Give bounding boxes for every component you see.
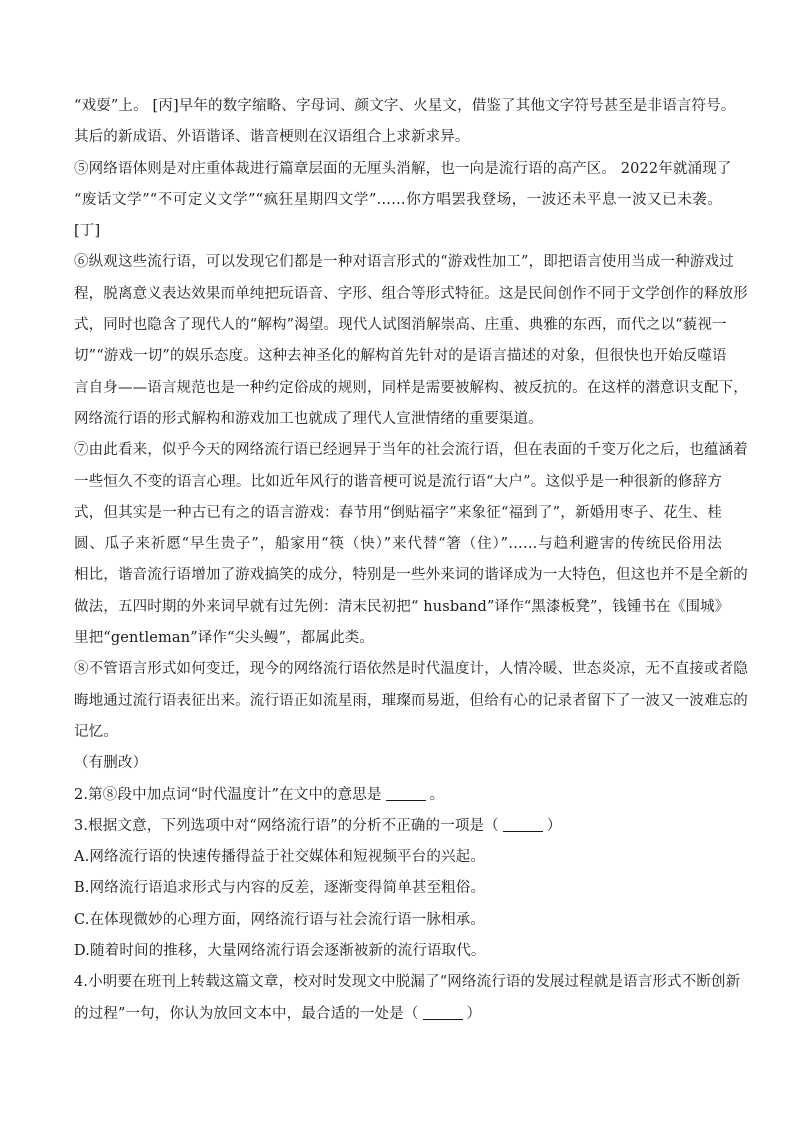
passage-line: 程，脱离意义表达效果而单纯把玩语音、字形、组合等形式特征。这是民间创作不同于文学创作的释放形 (74, 285, 748, 302)
passage-line: 式，同时也隐含了现代人的“解构”渴望。现代人试图消解崇高、庄重、典雅的东西，而代之以“藐视一 (74, 317, 727, 334)
option-a[interactable]: A.网络流行语的快速传播得益于社交媒体和短视频平台的兴起。 (74, 849, 485, 866)
passage-line: 晦地通过流行语表征出来。流行语正如流星雨，璀璨而易逝，但给有心的记录者留下了一波又一波难忘的 (74, 692, 748, 709)
question-4-text: 的过程”一句，你认为放回文本中，最合适的一处是（ (74, 1005, 419, 1022)
passage-line: 网络流行语的形式解构和游戏加工也就成了理代人宣泄情绪的重要渠道。 (74, 410, 543, 427)
question-4-end: ） (466, 1005, 482, 1022)
passage-line: 做法，五四时期的外来词早就有过先例：清末民初把“ husband”译作“黑漆板凳”，钱锺书在《围城》 (74, 598, 730, 615)
passage (74, 96, 748, 773)
question-2-end: 。 (429, 786, 445, 803)
passage-line: 里把“gentleman”译作“尖头鳗”，都属此类。 (74, 630, 375, 647)
answer-blank[interactable] (423, 1005, 463, 1020)
question-3 (74, 816, 722, 961)
passage-line: ⑥纵观这些流行语，可以发现它们都是一种对语言形式的“游戏性加工”，即把语言使用当成一种游戏过 (74, 254, 734, 271)
option-c[interactable]: C.在体现微妙的心理方面，网络流行语与社会流行语一脉相承。 (74, 911, 486, 928)
source-note: （有删改） (74, 755, 148, 772)
passage-line: 记忆。 (74, 723, 118, 740)
question-3-text: 3.根据文意，下列选项中对“网络流行语”的分析不正确的一项是（ (74, 817, 499, 834)
question-2 (74, 785, 722, 805)
passage-line: ⑧不管语言形式如何变迁，现今的网络流行语依然是时代温度计，人情冷暖、世态炎凉，无不直接或者隐 (74, 661, 748, 678)
passage-line: “废话文学”“不可定义文学”“疯狂星期四文学”……你方唱罢我登场，一波还未平息一波又已未袭。 (74, 191, 722, 208)
answer-blank[interactable] (503, 817, 543, 832)
question-3-end: ） (546, 817, 562, 834)
option-b[interactable]: B.网络流行语追求形式与内容的反差，逐渐变得简单甚至粗俗。 (74, 880, 486, 897)
passage-line: 言自身——语言规范也是一种约定俗成的规则，同样是需要被解构、被反抗的。在这样的潜意识支配下， (74, 379, 748, 396)
passage-line: 一些恒久不变的语言心理。比如近年风行的谐音梗可说是流行语“大户”。这似乎是一种很新的修辞方 (74, 473, 722, 490)
passage-line: ⑤网络语体则是对庄重体裁进行篇章层面的无厘头消解，也一向是流行语的高产区。 2022年就涌现了 (74, 160, 732, 177)
passage-line: 其后的新成语、外语谐译、谐音梗则在汉语组合上求新求异。 (74, 129, 470, 146)
document-page (74, 96, 748, 1035)
question-4 (74, 972, 741, 1023)
passage-line: 圆、瓜子来祈愿“早生贵子”，船家用“筷（快）”来代替“箸（住）”……与趋利避害的传统民俗用法 (74, 536, 722, 553)
option-d[interactable]: D.随着时间的推移，大量网络流行语会逐渐被新的流行语取代。 (74, 943, 486, 960)
question-4-stem-cont (74, 1004, 722, 1024)
question-3-stem (74, 816, 722, 836)
question-4-stem: 4.小明要在班刊上转载这篇文章，校对时发现文中脱漏了“网络流行语的发展过程就是语言形式不断创新 (74, 974, 741, 991)
passage-line: “戏耍”上。 [丙]早年的数字缩略、字母词、颜文字、火星文，借鉴了其他文字符号甚至是非语言符号。 (74, 98, 736, 114)
passage-line: ⑦由此看来，似乎今天的网络流行语已经迥异于当年的社会流行语，但在表面的千变万化之后，也蕴涵着 (74, 442, 748, 459)
passage-line: 式，但其实是一种古已有之的语言游戏：春节用“倒贴福字”来象征“福到了”，新婚用枣子、花生、桂 (74, 504, 722, 521)
answer-blank[interactable] (386, 786, 426, 801)
question-2-stem (74, 785, 722, 805)
passage-line: 切”“游戏一切”的娱乐态度。这种去神圣化的解构首先针对的是语言描述的对象，但很快也开始反噬语 (74, 348, 727, 365)
question-2-text: 2.第⑧段中加点词“时代温度计”在文中的意思是 (74, 786, 382, 803)
passage-line: [丁] (74, 223, 101, 240)
passage-line: 相比，谐音流行语增加了游戏搞笑的成分，特别是一些外来词的谐译成为一大特色，但这也并不是全新的 (74, 567, 748, 584)
